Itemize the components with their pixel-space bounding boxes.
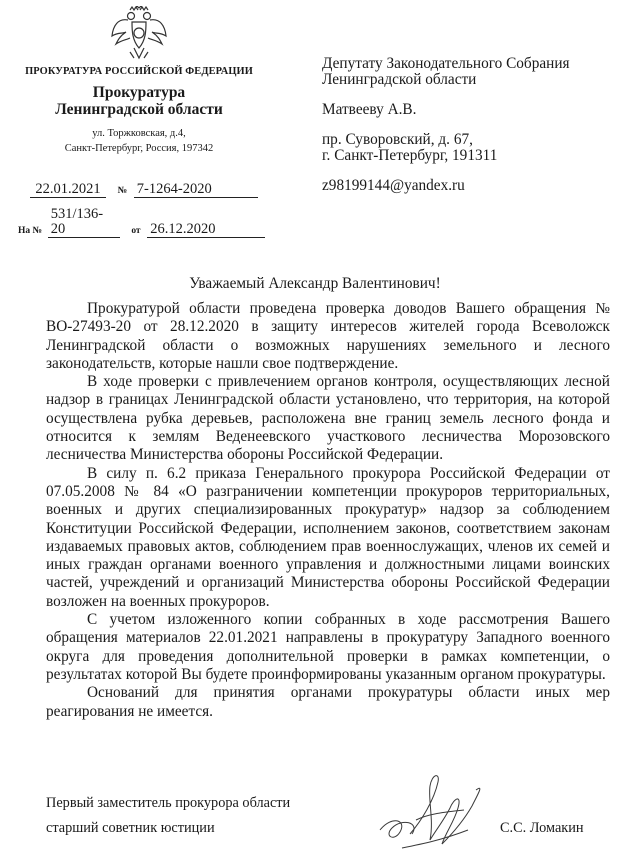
addressee-email: z98199144@yandex.ru <box>322 177 465 194</box>
org-name-line-2: Ленинградской области <box>55 101 223 118</box>
signatory-rank: старший советник юстиции <box>46 820 215 836</box>
registration-number: 7-1264-2020 <box>134 182 258 198</box>
reference-date: 26.12.2020 <box>147 222 265 238</box>
addressee-name: Матвееву А.В. <box>322 101 417 118</box>
org-name <box>18 84 260 118</box>
paragraph-2: В ходе проверки с привлечением органов контроля, осуществляющих лесной надзор в границах Ленинградской области установлено, что территория, на которой осуществлена рубка деревьев, расположена вне границ земель лесного фонда и относится к землям Веденеевского участкового лесничества Морозовского лесничества Министерства обороны Российской Федерации. <box>46 373 610 464</box>
paragraph-4: С учетом изложенного копии собранных в ходе рассмотрения Вашего обращения материалов 22.01.2021 направлены в прокуратуру Западного военного округа для проведения дополнительной проверки в рамках компетенции, о результатах которой Вы будете проинформированы указанным органом прокуратуры. <box>46 611 610 683</box>
registration-line-outgoing <box>30 181 258 198</box>
addressee-block <box>322 56 622 194</box>
org-address <box>18 126 260 156</box>
org-address-street: ул. Торжковская, д.4, <box>92 128 186 139</box>
registration-number-label: № <box>117 186 128 196</box>
coat-of-arms-emblem <box>110 6 168 62</box>
paragraph-1: Прокуратурой области проведена проверка доводов Вашего обращения № ВО-27493-20 от 28.12.2020 в защиту интересов жителей города Всеволожск Ленинградской области о возможных нарушениях земельного и лесного законодательств, которые нашли свое подтверждение. <box>46 300 610 372</box>
org-national-line: ПРОКУРАТУРА РОССИЙСКОЙ ФЕДЕРАЦИИ <box>25 66 253 77</box>
reference-number-label: На № <box>18 226 43 236</box>
letter-body <box>46 300 610 721</box>
org-name-line-1: Прокуратура <box>92 84 186 101</box>
addressee-city: г. Санкт-Петербург, 191311 <box>322 147 498 164</box>
registration-line-reference <box>18 207 265 238</box>
signatory-name: С.С. Ломакин <box>500 820 584 836</box>
greeting: Уважаемый Александр Валентинович! <box>189 275 441 292</box>
addressee-title-line-2: Ленинградской области <box>322 71 477 88</box>
addressee-street: пр. Суворовский, д. 67, <box>322 131 473 148</box>
reference-date-label: от <box>131 226 141 236</box>
paragraph-3: В силу п. 6.2 приказа Генерального прокурора Российской Федерации от 07.05.2008 № 84 «О разграничении компетенции прокуроров территориальных, военных и других специализированных прокуратур» надзор за соблюдением Конституции Российской Федерации, исполнением законов, соответствием законам издаваемых правовых актов, соблюдением прав военнослужащих, членов их семей и иных граждан органами военного управления и должностными лицами воинских частей, учреждений и организаций Министерства обороны Российской Федерации возложен на военных прокуроров. <box>46 464 610 610</box>
reference-number: 531/136-20 <box>48 207 120 238</box>
handwritten-signature <box>372 760 492 860</box>
org-address-city: Санкт-Петербург, Россия, 197342 <box>64 143 214 154</box>
paragraph-5: Оснований для принятия органами прокуратуры области иных мер реагирования не имеется. <box>46 684 610 720</box>
signatory-position: Первый заместитель прокурора области <box>46 795 291 811</box>
addressee-title-line-1: Депутату Законодательного Собрания <box>322 55 570 72</box>
registration-date: 22.01.2021 <box>30 182 106 198</box>
